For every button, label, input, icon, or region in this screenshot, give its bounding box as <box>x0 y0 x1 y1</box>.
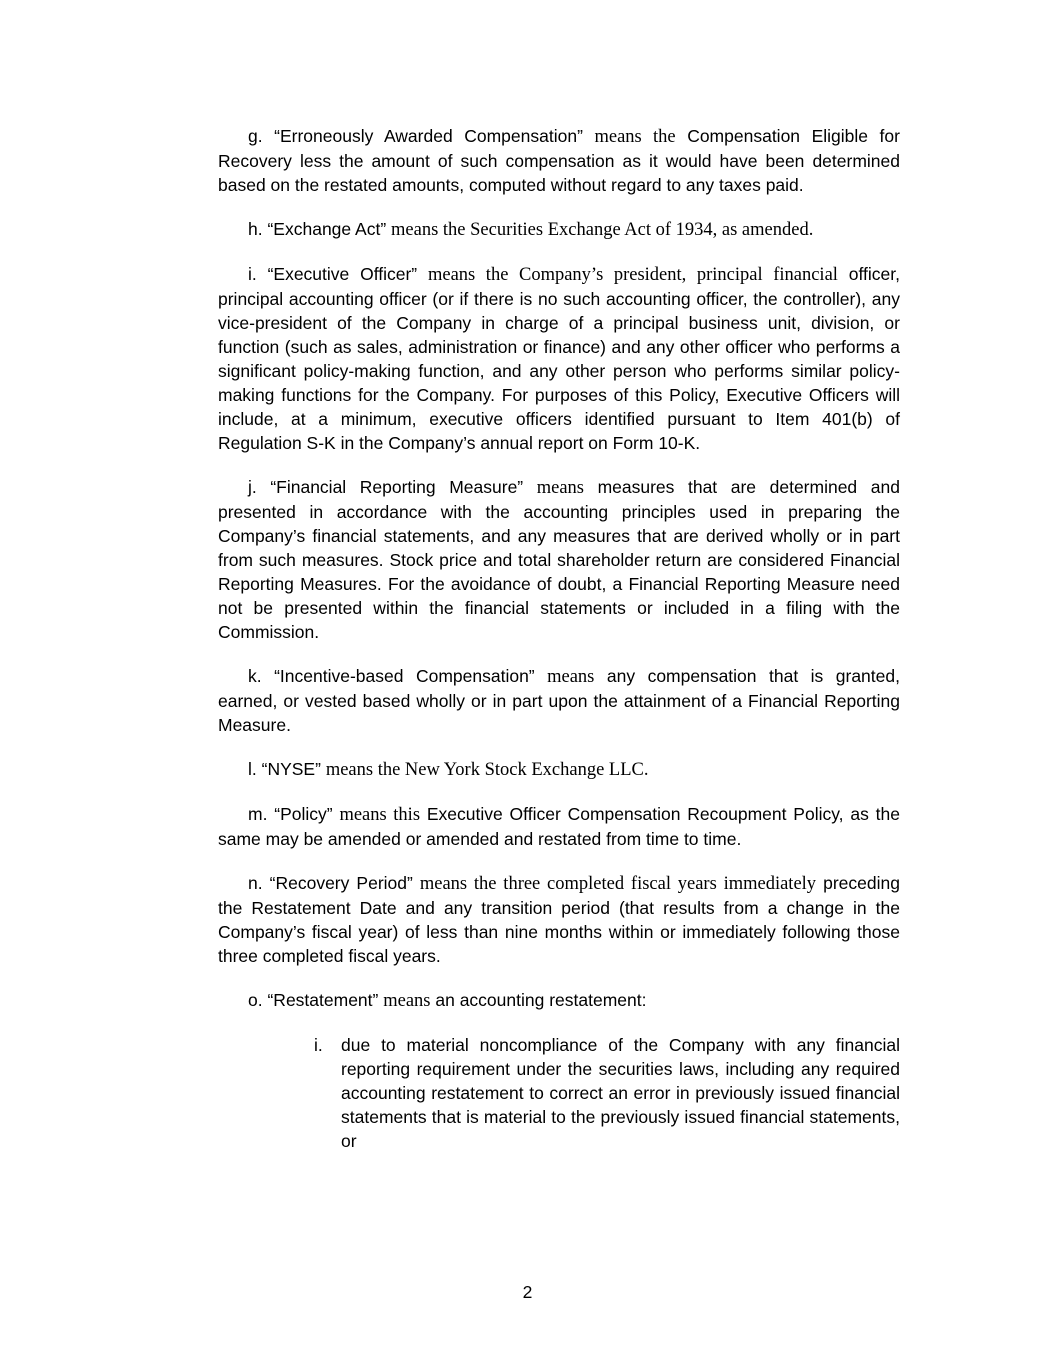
sub-item-text: due to material noncompliance of the Company with any financial reporting requirement under the securities laws, including any required accounting restatement to correct an error in previously issued financial statements that is material to the previously issued financial statements, or <box>341 1035 900 1151</box>
definition-text: measures that are determined and presented in accordance with the accounting principles used in preparing the Company’s financial statements, and any measures that are derived wholly or in part from such measures. Stock price and total shareholder return are considered Financial Reporting Measures. For the avoidance of doubt, a Financial Reporting Measure need not be presented within the financial statements or included in a filing with the Commission. <box>218 477 900 642</box>
definition-means: means the three completed fiscal years immediately <box>419 874 817 894</box>
definition-means: means <box>383 991 431 1011</box>
definition-term: “Executive Officer” <box>267 264 418 284</box>
restatement-sub-item-i <box>314 1033 900 1153</box>
page-number: 2 <box>522 1282 533 1302</box>
definition-h <box>218 217 900 242</box>
definition-label: h. <box>248 219 263 239</box>
definition-means: means <box>536 478 584 498</box>
definition-label: l. <box>248 759 257 779</box>
definition-j <box>218 475 900 644</box>
definition-means: means the New York Stock Exchange LLC. <box>325 760 649 780</box>
definition-means: means this <box>339 805 421 825</box>
definition-label: m. <box>248 804 268 824</box>
definition-label: n. <box>248 873 263 893</box>
definition-means: means the Company’s president, principal financial <box>427 265 838 285</box>
definition-o <box>218 988 900 1013</box>
definition-n <box>218 871 900 968</box>
definition-term: “Erroneously Awarded Compensation” <box>274 126 583 146</box>
definition-text: officer, principal accounting officer (or if there is no such accounting officer, the controller), any vice-president of the Company in charge of a principal business unit, division, or function (such as sales, administration or finance) and any other officer who performs a significant policy-making function, and any other person who performs similar policy-making functions for the Company. For purposes of this Policy, Executive Officers will include, at a minimum, executive officers identified pursuant to Item 401(b) of Regulation S-K in the Company’s annual report on Form 10-K. <box>218 264 900 453</box>
definition-term: “Policy” <box>274 804 333 824</box>
definition-means: means the Securities Exchange Act of 1934, as amended. <box>391 220 814 240</box>
definition-means: means the <box>594 127 676 147</box>
definition-label: i. <box>248 264 257 284</box>
definition-label: k. <box>248 666 262 686</box>
definition-label: j. <box>248 477 257 497</box>
definition-i <box>218 262 900 455</box>
sub-item-label: i. <box>314 1035 323 1055</box>
definition-text: Compensation Eligible for Recovery less the amount of such compensation as it would have been determined based on the restated amounts, computed without regard to any taxes paid. <box>218 126 900 195</box>
definition-text: an accounting restatement: <box>435 990 647 1010</box>
definition-text: any compensation that is granted, earned, or vested based wholly or in part upon the attainment of a Financial Reporting Measure. <box>218 666 900 735</box>
definition-means: means <box>547 667 595 687</box>
definition-term: “Exchange Act” <box>267 219 387 239</box>
definition-m <box>218 802 900 851</box>
definition-label: o. <box>248 990 263 1010</box>
definition-term: “NYSE” <box>261 759 321 779</box>
definition-term: “Recovery Period” <box>269 873 413 893</box>
definition-l <box>218 757 900 782</box>
definition-term: “Incentive-based Compensation” <box>274 666 535 686</box>
definition-g <box>218 124 900 197</box>
definition-k <box>218 664 900 737</box>
definition-text: Executive Officer Compensation Recoupment Policy, as the same may be amended or amended and restated from time to time. <box>218 804 900 849</box>
definition-term: “Financial Reporting Measure” <box>270 477 524 497</box>
definition-label: g. <box>248 126 263 146</box>
definition-text: preceding the Restatement Date and any transition period (that results from a change in the Company’s fiscal year) of less than nine months within or immediately following those three completed fiscal years. <box>218 873 900 966</box>
definitions-section <box>218 124 900 1153</box>
definition-term: “Restatement” <box>267 990 379 1010</box>
